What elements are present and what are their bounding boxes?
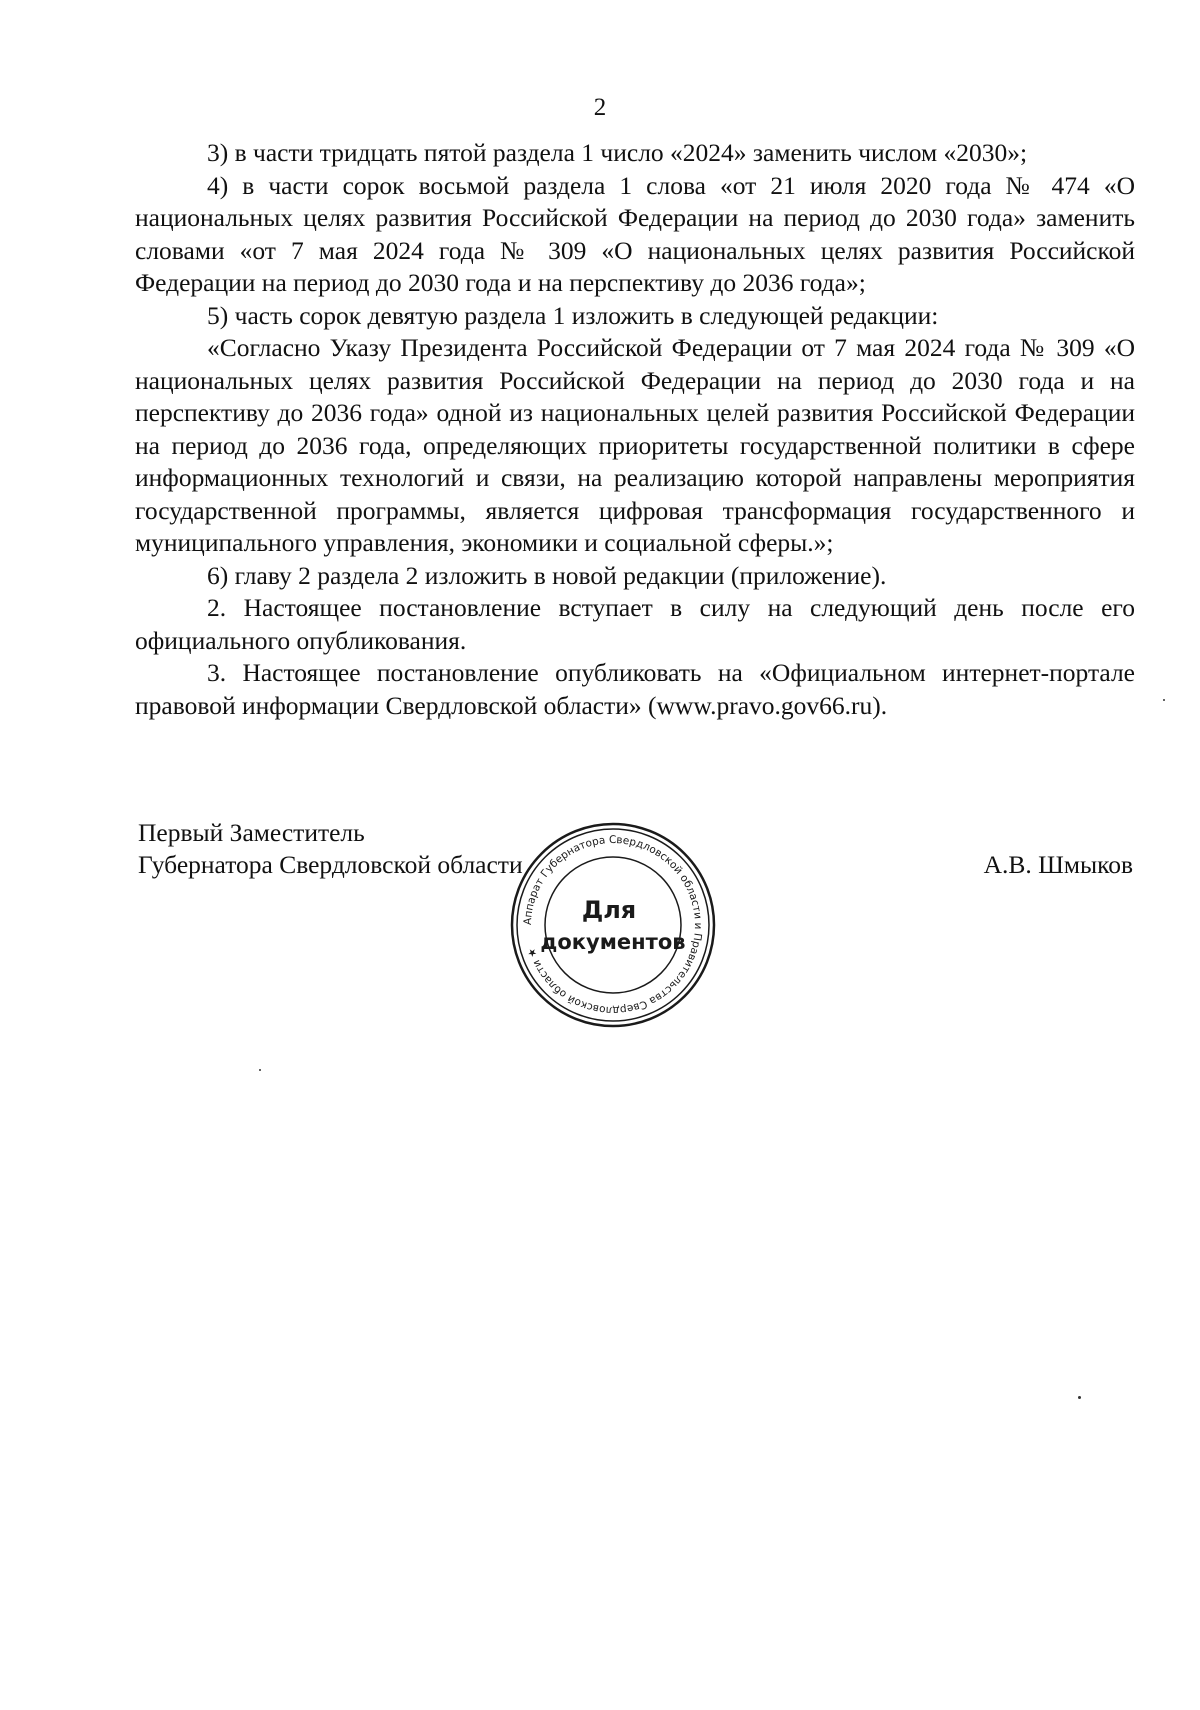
- page-number: 2: [593, 94, 607, 121]
- signatory-position-line1: Первый Заместитель: [138, 818, 365, 847]
- paragraph-item-5: 5) часть сорок девятую раздела 1 изложить в следующей редакции:: [207, 300, 939, 330]
- official-stamp: [506, 818, 720, 1032]
- stamp-center-line2: документов: [540, 930, 686, 954]
- quoted-paragraph: «Согласно Указу Президента Российской Федерации от 7 мая 2024 года № 309 «О национальных целях развития Российской Федерации на период до 2030 года и на перспективу до 2036 года» одной из национальных целей развития Российской Федерации на период до 2036 года, определяющих приоритеты государственной политики в сфере информационных технологий и связи, на реализацию которой направлены мероприятия государственной программы, является цифровая трансформация государственного и муниципального управления, экономики и социальной сферы.»;: [135, 333, 1135, 557]
- scan-speck: [1163, 699, 1165, 701]
- stamp-inner-ring: [545, 857, 681, 993]
- signatory-name: А.В. Шмыков: [983, 850, 1133, 879]
- scan-speck: [259, 1069, 261, 1071]
- stamp-ring-text: Аппарат Губернатора Свердловской области и Правительства Свердловской области ★: [521, 833, 705, 1017]
- scan-speck: [1078, 1396, 1081, 1399]
- signatory-position-line2: Губернатора Свердловской области: [138, 850, 523, 879]
- paragraph-clause-3: 3. Настоящее постановление опубликовать на «Официальном интернет-портале правовой информации Свердловской области» (www.pravo.gov66.ru).: [135, 658, 1135, 720]
- stamp-outer-ring-inner: [517, 829, 709, 1021]
- paragraph-item-6: 6) главу 2 раздела 2 изложить в новой редакции (приложение).: [207, 560, 887, 590]
- document-body: [135, 137, 1135, 722]
- stamp-outer-ring: [512, 824, 714, 1026]
- stamp-center-line1: Для: [581, 896, 637, 924]
- paragraph-clause-2: 2. Настоящее постановление вступает в силу на следующий день после его официального опубликования.: [135, 593, 1135, 655]
- paragraph-item-3: 3) в части тридцать пятой раздела 1 число «2024» заменить числом «2030»;: [207, 138, 1028, 167]
- paragraph-item-4: 4) в части сорок восьмой раздела 1 слова «от 21 июля 2020 года № 474 «О национальных целях развития Российской Федерации на период до 2030 года» заменить словами «от 7 мая 2024 года № 309 «О национальных целях развития Российской Федерации на период до 2030 года и на перспективу до 2036 года»;: [135, 170, 1135, 297]
